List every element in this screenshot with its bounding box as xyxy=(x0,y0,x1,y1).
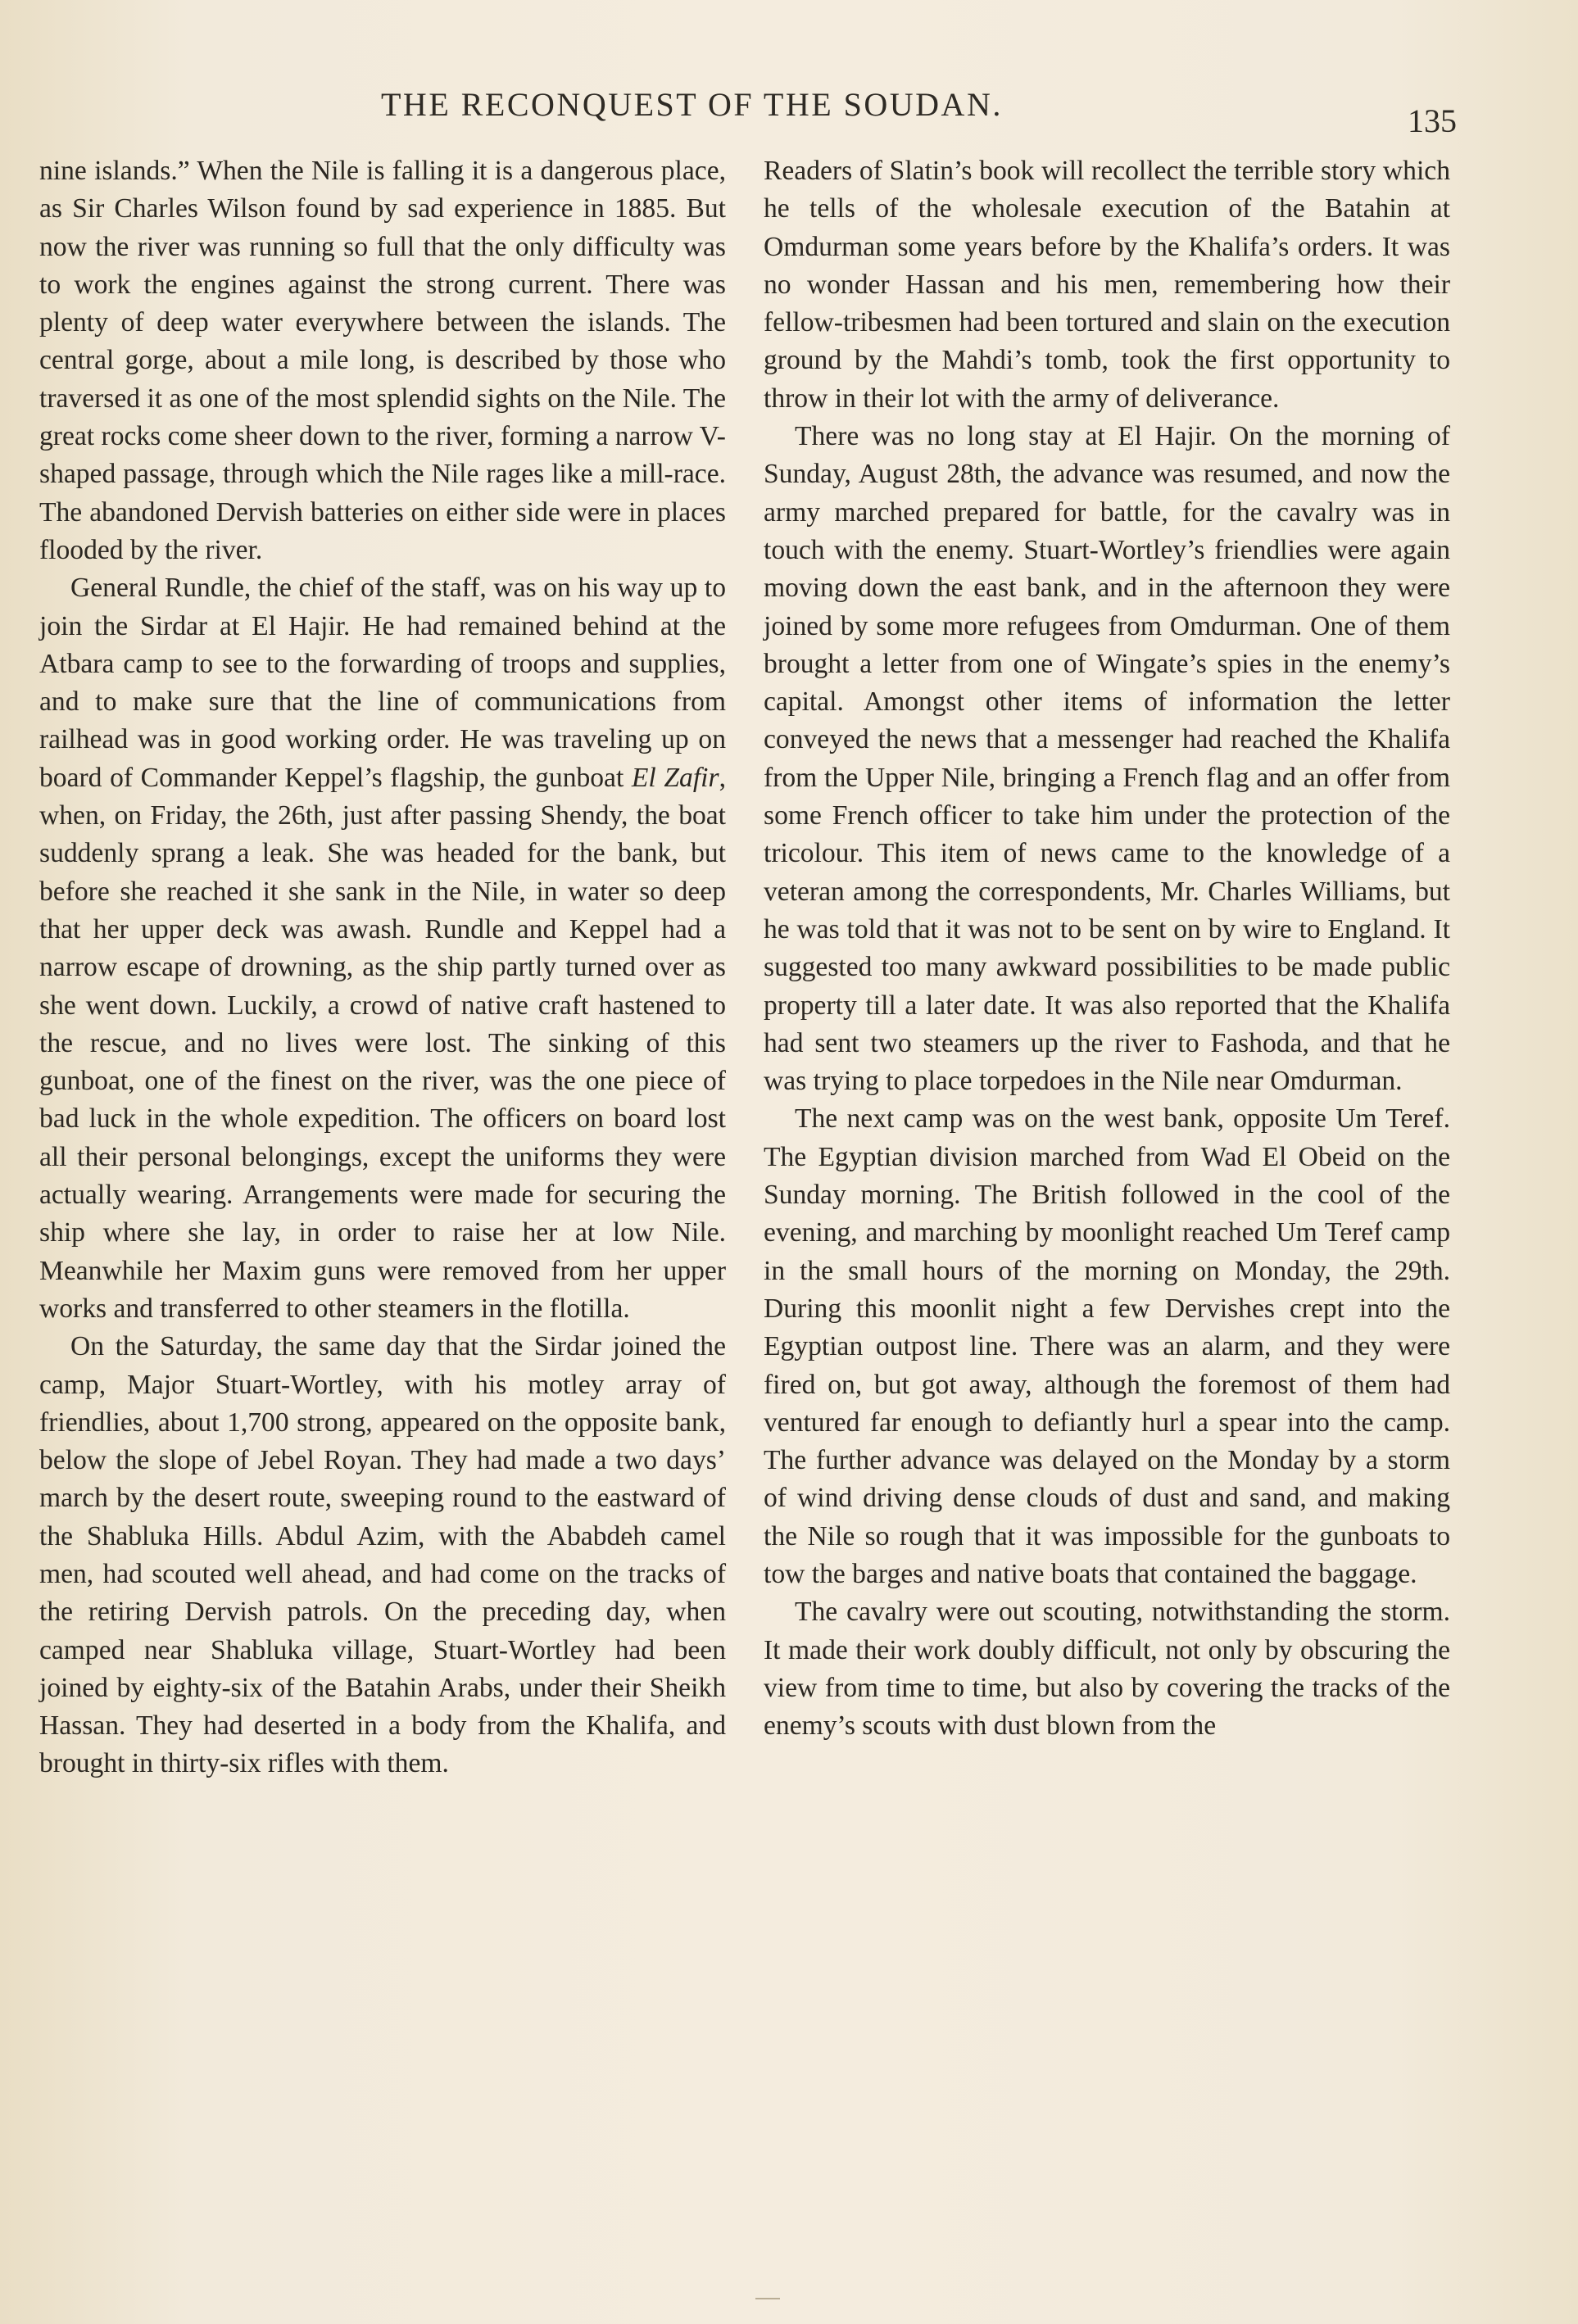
paragraph-on-the-saturday: On the Saturday, the same day that the Sirdar joined the camp, Major Stuart-Wortley, with his motley array of friendlies, about 1,700 strong, appeared on the opposite bank, below the slope of Jebel Royan. They had made a two days’ march by the desert route, sweeping round to the eastward of the Shabluka Hills. Abdul Azim, with the Ababdeh camel men, had scouted well ahead, and had come on the tracks of the retiring Dervish patrols. On the preceding day, when camped near Shabluka village, Stuart-Wortley had been joined by eighty-six of the Batahin Arabs, under their Sheikh Hassan. They had deserted in a body from the Khalifa, and brought in thirty-six rifles with them. xyxy=(39,1331,726,1779)
ship-name: El Zafir xyxy=(631,762,719,793)
paragraph-text: General Rundle, the chief of the staff, was on his way up to join the Sirdar at El Hajir. He had remained behind at the Atbara camp to see to the forwarding of troops and supplies, and to make sure that the line of communications from railhead was in good working order. He was traveling up on board of Commander Keppel’s flagship, the gunboat xyxy=(39,573,726,793)
left-column xyxy=(39,152,726,1783)
paragraph-readers-of-slatin: Readers of Slatin’s book will recollect the terrible story which he tells of the wholesale execution of the Batahin at Omdurman some years before by the Khalifa’s orders. It was no wonder Hassan and his men, remembering how their fellow-tribesmen had been tortured and slain on the execution ground by the Mahdi’s tomb, took the first opportunity to throw in their lot with the army of deliverance. xyxy=(764,156,1450,414)
page-number: 135 xyxy=(1408,102,1457,139)
paragraph-text: , when, on Friday, the 26th, just after passing Shendy, the boat suddenly sprang a leak. She was headed for the bank, but before she reached it she sank in the Nile, in water so deep that her upper deck was awash. Rundle and Keppel had a narrow escape of drowning, as the ship partly turned over as she went down. Luckily, a crowd of native craft hastened to the rescue, and no lives were lost. The sinking of this gunboat, one of the finest on the river, was the one piece of bad luck in the whole expedition. The officers on board lost all their personal belongings, except the uniforms they were actually wearing. Arrangements were made for securing the ship where she lay, in order to raise her at low Nile. Meanwhile her Maxim guns were removed from her upper works and transferred to other steamers in the flotilla. xyxy=(39,762,726,1324)
paragraph-cavalry-scouting: The cavalry were out scouting, notwithstanding the storm. It made their work doubly difficult, not only by obscuring the view from time to time, but also by covering the tracks of the enemy’s scouts with dust blown from the xyxy=(764,1597,1450,1742)
paragraph-next-camp: The next camp was on the west bank, opposite Um Teref. The Egyptian division marched from Wad El Obeid on the Sunday morning. The British followed in the cool of the evening, and marching by moonlight reached Um Teref camp in the small hours of the morning on Monday, the 29th. During this moonlit night a few Dervishes crept into the Egyptian outpost line. There was an alarm, and they were fired on, but got away, although the foremost of them had ventured far enough to defiantly hurl a spear into the camp. The further advance was delayed on the Monday by a storm of wind driving dense clouds of dust and sand, and making the Nile so rough that it was impossible for the gunboats to tow the barges and native boats that contained the baggage. xyxy=(764,1103,1450,1589)
page-header xyxy=(0,85,1578,139)
right-column xyxy=(764,152,1450,1745)
paragraph-nine-islands: nine islands.” When the Nile is falling it is a dangerous place, as Sir Charles Wilson found by sad experience in 1885. But now the river was running so full that the only difficulty was to work the engines against the strong current. There was plenty of deep water everywhere between the islands. The central gorge, about a mile long, is described by those who traversed it as one of the most splendid sights on the Nile. The great rocks come sheer down to the river, forming a narrow V-shaped passage, through which the Nile rages like a mill-race. The abandoned Dervish batteries on either side were in places flooded by the river. xyxy=(39,156,726,565)
page-divider-mark xyxy=(755,2298,780,2299)
paragraph-general-rundle xyxy=(39,569,726,1328)
paragraph-no-long-stay: There was no long stay at El Hajir. On the morning of Sunday, August 28th, the advance was resumed, and now the army marched prepared for battle, for the cavalry was in touch with the enemy. Stuart-Wortley’s friendlies were again moving down the east bank, and in the afternoon they were joined by some more refugees from Omdurman. One of them brought a letter from one of Wingate’s spies in the enemy’s capital. Amongst other items of information the letter conveyed the news that a messenger had reached the Khalifa from the Upper Nile, bringing a French flag and an offer from some French officer to take him under the protection of the tricolour. This item of news came to the knowledge of a veteran among the correspondents, Mr. Charles Williams, but he was told that it was not to be sent on by wire to England. It suggested too many awkward possibilities to be made public property till a later date. It was also reported that the Khalifa had sent two steamers up the river to Fashoda, and that he was trying to place torpedoes in the Nile near Omdurman. xyxy=(764,421,1450,1097)
running-title: THE RECONQUEST OF THE SOUDAN. xyxy=(381,86,1003,123)
